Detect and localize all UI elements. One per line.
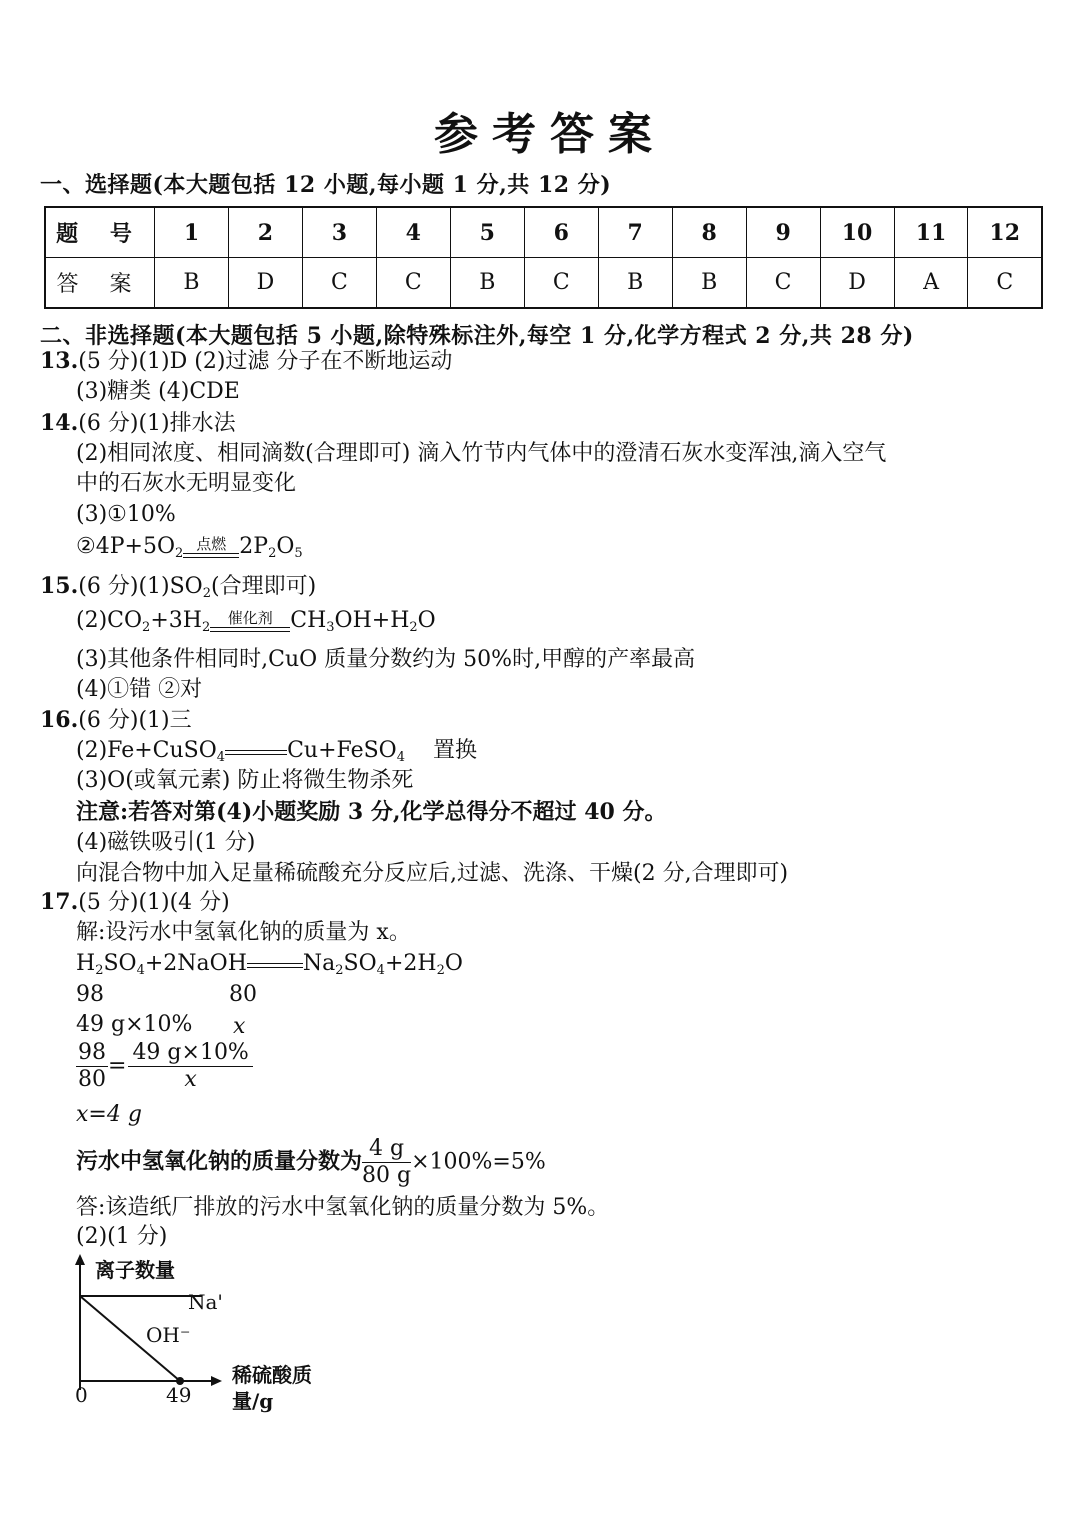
table-cell: 9 — [746, 207, 820, 258]
equation-text: H — [76, 951, 96, 976]
numerator: 49 g×10% — [128, 1040, 252, 1067]
q16-line3: (3)O(或氧元素) 防止将微生物杀死 — [76, 768, 414, 793]
q14-line4: (3)①10% — [76, 502, 176, 527]
equation-text: ②4P+5O — [76, 534, 175, 559]
equation-text: O — [276, 534, 295, 559]
subscript: 2 — [202, 586, 211, 601]
q17-percentage — [76, 1136, 546, 1189]
table-cell: 11 — [894, 207, 968, 258]
series-label-na: Na' — [188, 1290, 223, 1314]
double-bar — [210, 627, 290, 632]
equation-text: (2)CO — [76, 608, 143, 633]
table-cell: 3 — [302, 207, 376, 258]
table-cell: C — [746, 258, 820, 309]
q15-text: (6 分)(1)SO — [78, 574, 203, 599]
x-axis-arrow — [211, 1376, 222, 1386]
table-cell: B — [155, 258, 229, 309]
table-cell: C — [376, 258, 450, 309]
q14-text: (6 分)(1)排水法 — [78, 411, 236, 436]
subscript: 2 — [201, 620, 211, 635]
table-cell: 6 — [524, 207, 598, 258]
equation-text: O — [417, 608, 436, 633]
subscript: 4 — [216, 750, 226, 765]
reaction-arrow — [247, 961, 303, 968]
subscript: 5 — [294, 546, 303, 561]
equation-text: +2H — [384, 951, 437, 976]
table-cell: 5 — [450, 207, 524, 258]
double-bar — [247, 963, 303, 968]
equation-text: +2NaOH — [144, 951, 247, 976]
subscript: 4 — [376, 963, 385, 978]
q15-line3: (3)其他条件相同时,CuO 质量分数约为 50%时,甲醇的产率最高 — [76, 647, 696, 672]
chart-origin-label: 0 — [75, 1383, 88, 1407]
fraction — [362, 1136, 411, 1189]
question-number: 17. — [40, 889, 79, 915]
equation-text: 置换 — [432, 738, 477, 763]
subscript: 2 — [436, 963, 445, 978]
q17-line2: 解:设污水中氢氧化钠的质量为 x。 — [76, 920, 411, 945]
q16-note: 注意:若答对第(4)小题奖励 3 分,化学总得分不超过 40 分。 — [76, 799, 667, 825]
q16-line5: (4)磁铁吸引(1 分) — [76, 830, 256, 855]
q13-text: (5 分)(1)D (2)过滤 分子在不断地运动 — [78, 349, 453, 374]
table-row-answers — [45, 258, 1042, 309]
page-title: 参考答案 — [434, 109, 666, 160]
table-cell: C — [524, 258, 598, 309]
q17-answer: 答:该造纸厂排放的污水中氢氧化钠的质量分数为 5%。 — [76, 1195, 610, 1220]
q17-part2: (2)(1 分) — [76, 1224, 168, 1249]
reaction-arrow — [210, 608, 290, 632]
reaction-arrow — [225, 748, 287, 755]
equation-text: Na — [302, 951, 336, 976]
question-number: 13. — [40, 348, 79, 374]
chart-x-tick: 49 — [166, 1383, 192, 1407]
q17-result: x=4 g — [76, 1102, 142, 1127]
section2-heading: 二、非选择题(本大题包括 5 小题,除特殊标注外,每空 1 分,化学方程式 2 分,共 28 分) — [40, 323, 914, 349]
table-cell: B — [450, 258, 524, 309]
table-cell: 2 — [228, 207, 302, 258]
subscript: 2 — [175, 546, 184, 561]
table-cell: 1 — [155, 207, 229, 258]
fraction — [128, 1040, 252, 1093]
double-bar — [225, 750, 287, 755]
q17-molar-mass-1: 98 — [76, 982, 104, 1007]
q17-text: ×100%=5% — [411, 1149, 546, 1175]
header-label: 题 号 — [45, 207, 155, 258]
subscript: 4 — [136, 963, 145, 978]
table-cell: D — [228, 258, 302, 309]
q13-line2: (3)糖类 (4)CDE — [76, 379, 240, 404]
double-bar — [183, 553, 239, 558]
q15-line1 — [40, 571, 316, 602]
q17-mass-given: 49 g×10% — [76, 1012, 193, 1037]
q16-text: (6 分)(1)三 — [78, 708, 192, 733]
reaction-arrow — [183, 534, 239, 558]
equation-text: 2P — [239, 534, 269, 559]
answer-label: 答 案 — [45, 258, 155, 309]
q17-line1 — [40, 887, 230, 918]
equation-text: CH — [290, 608, 327, 633]
equation-text: SO — [103, 951, 137, 976]
subscript: 2 — [142, 620, 151, 635]
table-cell: B — [598, 258, 672, 309]
denominator: 80 g — [362, 1163, 412, 1188]
q14-line3: 中的石灰水无明显变化 — [76, 471, 297, 496]
q17-unknown: x — [233, 1014, 246, 1039]
q15-line4: (4)①错 ②对 — [76, 677, 203, 702]
q15-equation — [76, 606, 436, 636]
table-cell: B — [672, 258, 746, 309]
q13-line1 — [40, 346, 452, 377]
fraction — [76, 1040, 108, 1093]
table-cell: C — [968, 258, 1042, 309]
subscript: 2 — [335, 963, 344, 978]
chart-xlabel: 稀硫酸质量/g — [232, 1363, 312, 1413]
subscript: 2 — [268, 546, 277, 561]
q16-equation — [76, 736, 477, 766]
chart-ylabel: 离子数量 — [95, 1258, 175, 1282]
equals-sign: = — [108, 1053, 127, 1079]
q15-text: (合理即可) — [211, 574, 317, 599]
equation-text: O — [444, 951, 463, 976]
table-cell: 7 — [598, 207, 672, 258]
q14-equation — [76, 532, 303, 562]
numerator: 98 — [78, 1040, 106, 1065]
equation-text: OH+H — [334, 608, 410, 633]
table-cell: C — [302, 258, 376, 309]
denominator: x — [184, 1067, 197, 1092]
q14-line2: (2)相同浓度、相同滴数(合理即可) 滴入竹节内气体中的澄清石灰水变浑浊,滴入空气 — [76, 441, 887, 466]
equation-text: (2)Fe+CuSO — [76, 738, 217, 763]
equation-text: SO — [343, 951, 377, 976]
subscript: 2 — [409, 620, 418, 635]
subscript: 3 — [326, 620, 335, 635]
question-number: 16. — [40, 707, 79, 733]
subscript: 2 — [95, 963, 104, 978]
table-cell: 8 — [672, 207, 746, 258]
reaction-condition: 点燃 — [196, 534, 227, 553]
q17-equation — [76, 949, 463, 979]
equation-text: +3H — [150, 608, 202, 633]
q17-text: (5 分)(1)(4 分) — [78, 890, 230, 915]
q16-line1 — [40, 705, 192, 736]
table-cell: D — [820, 258, 894, 309]
table-cell: A — [894, 258, 968, 309]
denominator: 80 — [78, 1067, 106, 1092]
y-axis-arrow — [75, 1254, 85, 1265]
q17-text: 污水中氢氧化钠的质量分数为 — [76, 1148, 363, 1175]
subscript: 4 — [396, 750, 405, 765]
table-cell: 4 — [376, 207, 450, 258]
table-cell: 10 — [820, 207, 894, 258]
section1-heading: 一、选择题(本大题包括 12 小题,每小题 1 分,共 12 分) — [40, 172, 612, 198]
table-cell: 12 — [968, 207, 1042, 258]
q17-proportion — [76, 1040, 253, 1093]
series-label-oh: OH⁻ — [146, 1323, 191, 1347]
reaction-condition: 催化剂 — [227, 608, 273, 627]
q14-line1 — [40, 408, 236, 439]
question-number: 14. — [40, 410, 79, 436]
question-number: 15. — [40, 573, 79, 599]
q17-molar-mass-2: 80 — [229, 982, 257, 1007]
table-row-numbers — [45, 207, 1042, 258]
answer-table — [44, 206, 1043, 309]
numerator: 4 g — [362, 1136, 411, 1163]
q16-line6: 向混合物中加入足量稀硫酸充分反应后,过滤、洗涤、干燥(2 分,合理即可) — [76, 861, 789, 886]
equation-text: Cu+FeSO — [287, 738, 397, 763]
